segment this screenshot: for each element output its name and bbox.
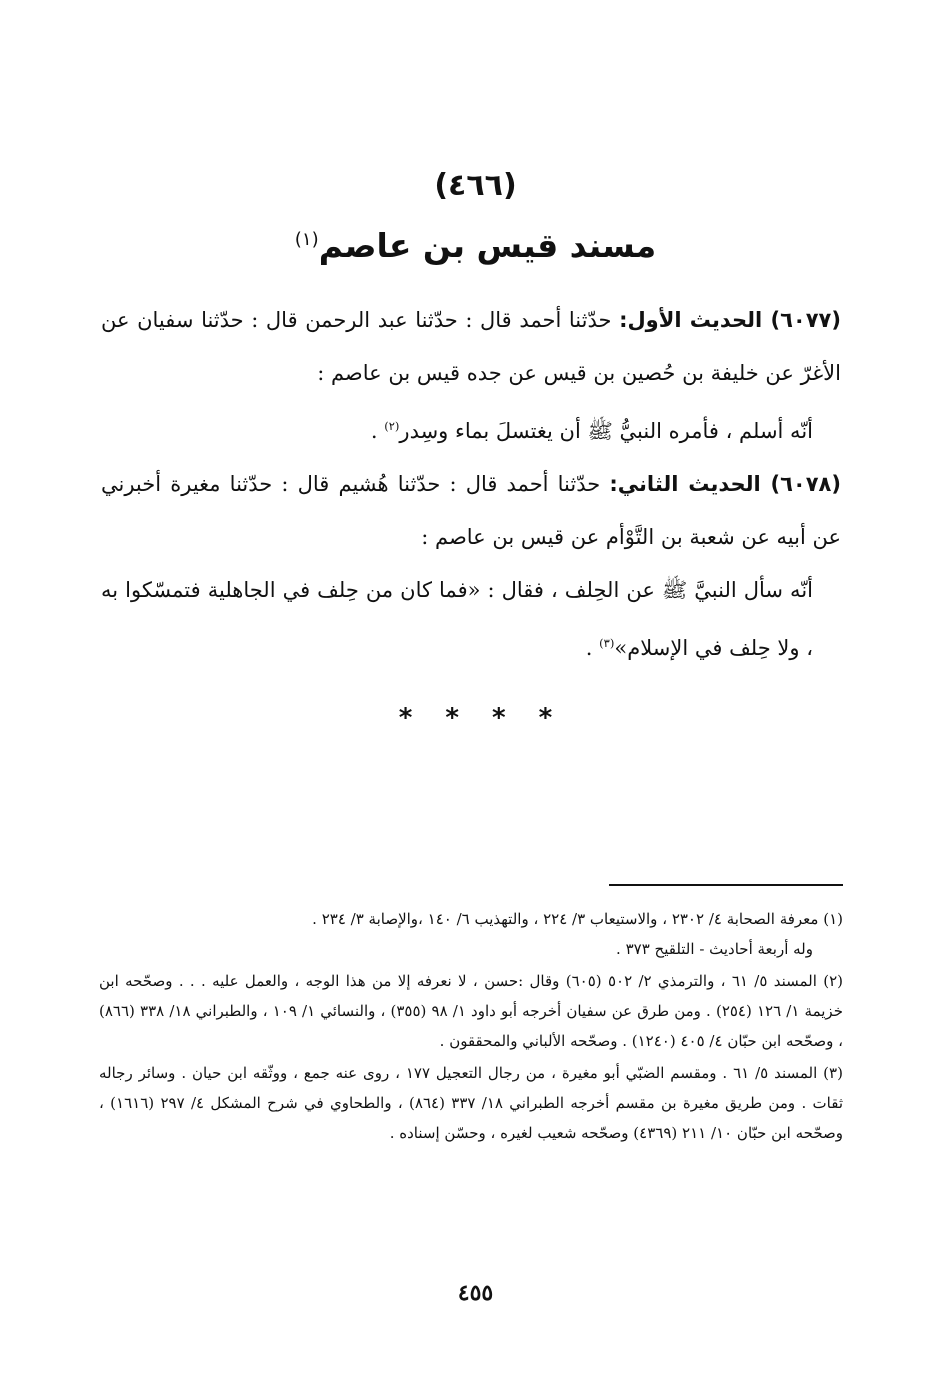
footnote-2-text: (٢) المسند ٥/ ٦١ ، والترمذي ٢/ ٥٠٢ (٦٠٥) وقال :حسن ، لا نعرفه إلا من هذا الوجه ، والعمل عليه . . . bbox=[178, 972, 843, 990]
hadith-1-label: (٦٠٧٧) الحديث الأول: bbox=[619, 308, 841, 332]
hadith-2-matn-text: أنّه سأل النبيَّ ﷺ عن الحِلف ، فقال : «فما كان من حِلف في الجاهلية فتمسّكوا به ، ولا حِلف في الإسلام» bbox=[101, 578, 813, 660]
hadith-1-isnad bbox=[101, 294, 841, 400]
footnote-divider bbox=[609, 884, 843, 886]
hadith-2-isnad bbox=[101, 458, 841, 564]
page-number: ٤٥٥ bbox=[457, 1280, 494, 1306]
hadith-2-matn bbox=[101, 564, 841, 675]
footnote-1 bbox=[99, 904, 843, 964]
chapter-number: (٤٦٦) bbox=[434, 168, 517, 203]
hadith-1-matn bbox=[101, 400, 841, 458]
hadith-1-matn-text: أنّه أسلم ، فأمره النبيُّ ﷺ أن يغتسلَ بماء وسِدر bbox=[399, 419, 813, 443]
hadith-2-label: (٦٠٧٨) الحديث الثاني: bbox=[609, 472, 841, 496]
section-title-text: مسند قيس بن عاصم bbox=[318, 226, 657, 265]
section-separator: * * * * bbox=[398, 703, 553, 733]
hadith-2-isnad-text: حدّثنا أحمد قال : حدّثنا هُشيم قال : حدّثنا مغيرة أخبرني عن أبيه عن شعبة بن التَّوْأم عن قيس بن عاصم : bbox=[101, 472, 841, 549]
footnote-ref-3: (٣) bbox=[599, 636, 615, 650]
footnote-2 bbox=[99, 966, 843, 1056]
footnote-3 bbox=[99, 1058, 843, 1148]
footnote-3-text: (٣) المسند ٥/ ٦١ . ومقسم الضبّي أبو مغيرة ، من رجال التعجيل ١٧٧ ، روى عنه جمع ، ووثّقه ابن حيان . bbox=[181, 1064, 843, 1082]
footnote-ref-1: (١) bbox=[294, 229, 319, 250]
hadith-1-isnad-text: حدّثنا أحمد قال : حدّثنا عبد الرحمن قال : حدّثنا سفيان عن الأغرّ عن خليفة بن حُصين بن قيس عن جده قيس بن عاصم : bbox=[101, 308, 841, 385]
hadith-body bbox=[101, 294, 841, 675]
footnote-2-cont: وصحّحه ابن خزيمة ١/ ١٢٦ (٢٥٤) . ومن طرق عن سفيان أخرجه أبو داود ١/ ٩٨ (٣٥٥) ، والنسائي ١/ ١٠٩ ، والطبراني ١٨/ ٣٣٨ (٨٦٦) ، وصحّحه ابن حبّان ٤/ ٤٠٥ (١٢٤٠) . وصحّحه الألباني والمحققون . bbox=[99, 972, 843, 1050]
footnote-1-cont: وله أربعة أحاديث - التلقيح ٣٧٣ . bbox=[616, 940, 813, 958]
hadith-1-end: . bbox=[370, 419, 385, 443]
footnote-1-text: (١) معرفة الصحابة ٤/ ٢٣٠٢ ، والاستيعاب ٣/ ٢٢٤ ، والتهذيب ٦/ ١٤٠ ،والإصابة ٣/ ٢٣٤ . bbox=[312, 910, 843, 928]
footnotes bbox=[99, 904, 843, 1150]
footnote-3-cont: وسائر رجاله ثقات . ومن طريق مغيرة بن مقسم أخرجه الطبراني ١٨/ ٣٣٧ (٨٦٤) ، والطحاوي في شرح المشكل ٤/ ٢٩٧ (١٦١٦) ، وصحّحه ابن حبّان ١٠/ ٢١١ (٤٣٦٩) وصحّحه شعيب لغيره ، وحسّن إسناده . bbox=[99, 1064, 843, 1142]
section-title bbox=[0, 226, 951, 265]
hadith-2-end: . bbox=[585, 636, 600, 660]
footnote-ref-2: (٢) bbox=[384, 419, 400, 433]
